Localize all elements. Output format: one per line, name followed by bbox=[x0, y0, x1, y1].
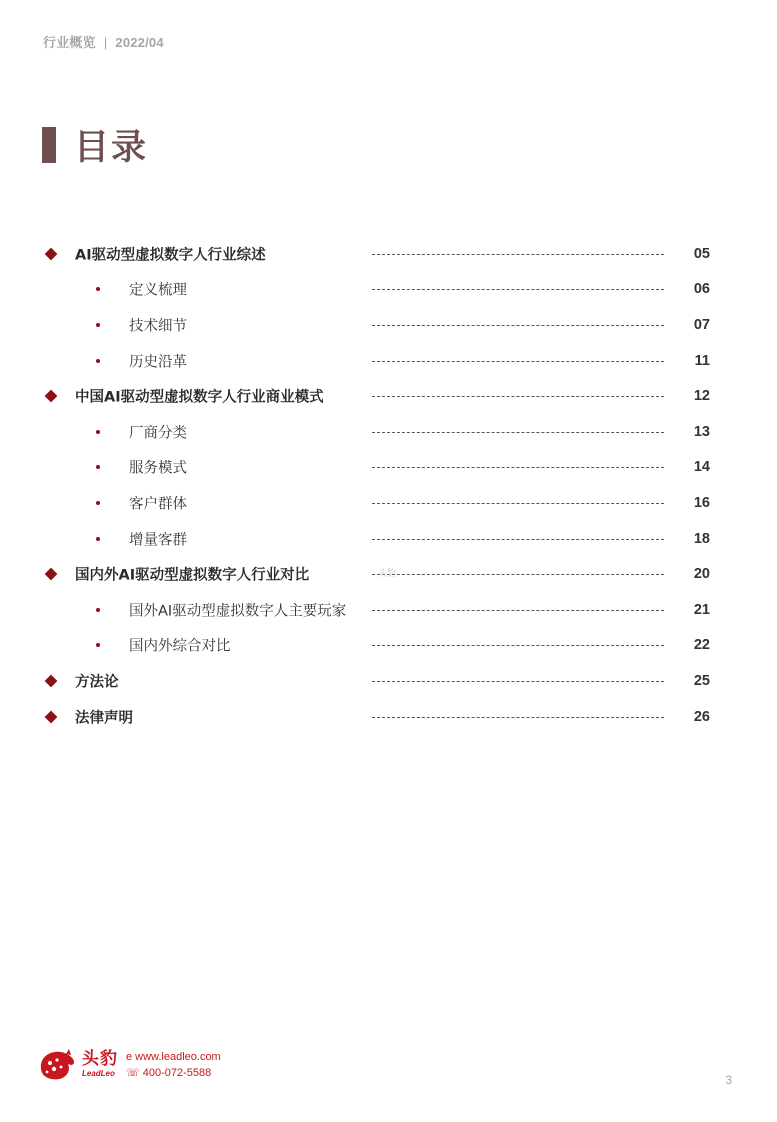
toc-label: 服务模式 bbox=[129, 460, 187, 477]
header-section: 行业概览 bbox=[43, 35, 96, 50]
toc-subsection-row[interactable] bbox=[0, 272, 777, 308]
diamond-bullet-icon bbox=[45, 568, 58, 581]
toc-subsection-row[interactable] bbox=[0, 414, 777, 450]
toc-section-row[interactable] bbox=[0, 378, 777, 414]
toc-page-number: 16 bbox=[693, 494, 710, 511]
page-number: 3 bbox=[725, 1073, 732, 1087]
toc-page-number: 05 bbox=[693, 245, 710, 262]
globe-icon: e bbox=[126, 1051, 133, 1063]
toc-label: 厂商分类 bbox=[129, 425, 187, 442]
phone-icon: ☏ bbox=[126, 1067, 140, 1079]
page-title bbox=[42, 125, 149, 168]
toc-label: 增量客群 bbox=[129, 532, 187, 549]
website-link[interactable]: www.leadleo.com bbox=[135, 1051, 221, 1063]
page-title-text: 目录 bbox=[74, 128, 149, 168]
brand-name-en: LeadLeo bbox=[82, 1069, 115, 1078]
toc-page-number: 06 bbox=[693, 281, 710, 298]
toc-label: 方法论 bbox=[75, 674, 119, 691]
toc-label: 历史沿革 bbox=[129, 354, 187, 371]
dot-bullet-icon bbox=[96, 359, 100, 363]
dotted-leader bbox=[372, 325, 664, 326]
dotted-leader bbox=[372, 681, 664, 682]
watermark: 头豹 bbox=[378, 569, 397, 579]
dot-bullet-icon bbox=[96, 537, 100, 541]
dotted-leader bbox=[372, 396, 664, 397]
diamond-bullet-icon bbox=[45, 710, 58, 723]
dotted-leader bbox=[372, 289, 664, 290]
dot-bullet-icon bbox=[96, 608, 100, 612]
page-header bbox=[43, 32, 164, 51]
dot-bullet-icon bbox=[96, 643, 100, 647]
toc-subsection-row[interactable] bbox=[0, 592, 777, 628]
dotted-leader bbox=[372, 717, 664, 718]
brand-name-cn: 头豹 bbox=[82, 1049, 118, 1069]
toc-label: 客户群体 bbox=[129, 496, 187, 513]
toc-subsection-row[interactable] bbox=[0, 521, 777, 557]
footer-logo bbox=[38, 1048, 221, 1082]
diamond-bullet-icon bbox=[45, 675, 58, 688]
toc-page-number: 14 bbox=[693, 459, 710, 476]
toc-subsection-row[interactable] bbox=[0, 343, 777, 379]
toc-subsection-row[interactable] bbox=[0, 485, 777, 521]
toc-label: 国内外AI驱动型虚拟数字人行业对比 bbox=[75, 567, 310, 584]
toc-label: 技术细节 bbox=[129, 318, 187, 335]
leopard-logo-icon bbox=[38, 1048, 76, 1082]
title-accent-bar bbox=[42, 127, 56, 163]
toc-page-number: 21 bbox=[693, 601, 710, 618]
toc-subsection-row[interactable] bbox=[0, 628, 777, 664]
dot-bullet-icon bbox=[96, 430, 100, 434]
toc-section-row[interactable] bbox=[0, 663, 777, 699]
dotted-leader bbox=[372, 574, 664, 575]
dot-bullet-icon bbox=[96, 287, 100, 291]
diamond-bullet-icon bbox=[45, 247, 58, 260]
header-separator: | bbox=[103, 35, 108, 50]
toc-page-number: 26 bbox=[693, 708, 710, 725]
dotted-leader bbox=[372, 503, 664, 504]
toc-label: 国外AI驱动型虚拟数字人主要玩家 bbox=[129, 603, 347, 620]
dotted-leader bbox=[372, 254, 664, 255]
toc-page-number: 07 bbox=[693, 316, 710, 333]
dotted-leader bbox=[372, 467, 664, 468]
toc-page-number: 13 bbox=[693, 423, 710, 440]
dotted-leader bbox=[372, 361, 664, 362]
toc-label: AI驱动型虚拟数字人行业综述 bbox=[75, 247, 266, 264]
dot-bullet-icon bbox=[96, 501, 100, 505]
toc-label: 中国AI驱动型虚拟数字人行业商业模式 bbox=[75, 389, 324, 406]
toc-subsection-row[interactable] bbox=[0, 307, 777, 343]
toc-page-number: 22 bbox=[693, 637, 710, 654]
toc-section-row[interactable] bbox=[0, 236, 777, 272]
dotted-leader bbox=[372, 539, 664, 540]
toc-page-number: 25 bbox=[693, 672, 710, 689]
phone-number: 400-072-5588 bbox=[142, 1067, 212, 1079]
toc-label: 国内外综合对比 bbox=[129, 638, 231, 655]
toc-label: 定义梳理 bbox=[129, 282, 187, 299]
dot-bullet-icon bbox=[96, 323, 100, 327]
toc-page-number: 18 bbox=[693, 530, 710, 547]
dotted-leader bbox=[372, 432, 664, 433]
toc-page-number: 12 bbox=[693, 388, 710, 405]
dotted-leader bbox=[372, 645, 664, 646]
toc-page-number: 11 bbox=[694, 352, 710, 369]
table-of-contents bbox=[0, 236, 777, 734]
toc-subsection-row[interactable] bbox=[0, 450, 777, 486]
toc-section-row[interactable] bbox=[0, 699, 777, 735]
header-date: 2022/04 bbox=[115, 35, 164, 50]
dotted-leader bbox=[372, 610, 664, 611]
toc-page-number: 20 bbox=[693, 566, 710, 583]
toc-label: 法律声明 bbox=[75, 710, 133, 727]
diamond-bullet-icon bbox=[45, 390, 58, 403]
dot-bullet-icon bbox=[96, 465, 100, 469]
